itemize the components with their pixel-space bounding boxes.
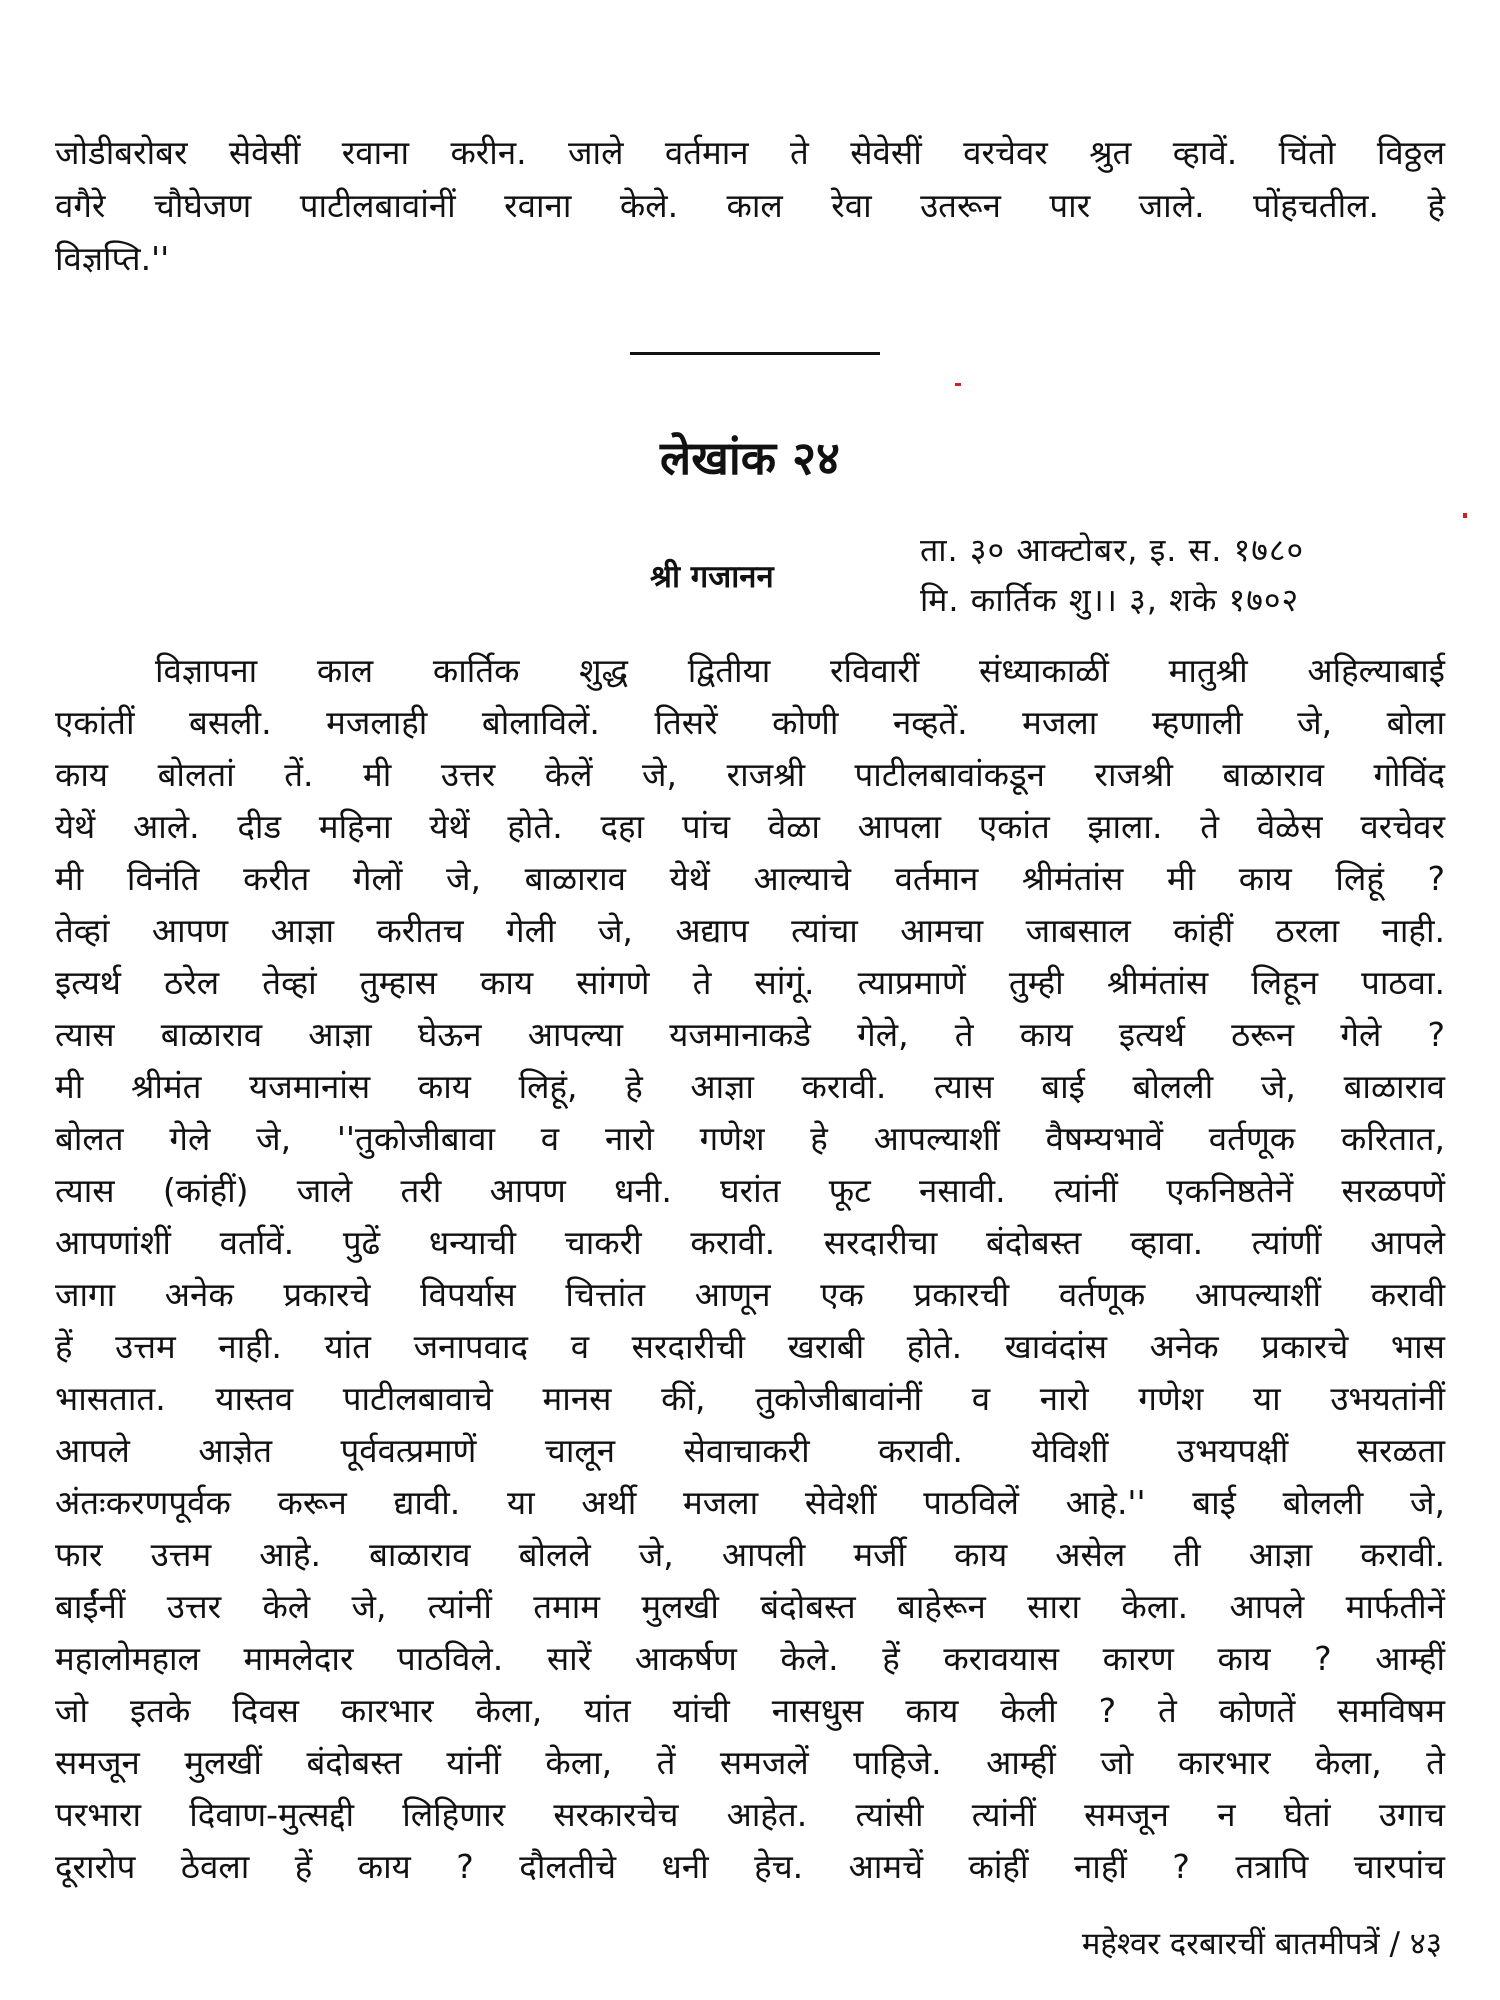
body-line: मी श्रीमंत यजमानांस काय लिहूं, हे आज्ञा करावी. त्यास बाई बोलली जे, बाळाराव: [55, 1067, 1445, 1106]
section-title: लेखांक २४: [660, 431, 840, 485]
date-line-shaka: मि. कार्तिक शु।। ३, शके १७०२: [920, 581, 1300, 619]
body-line: फार उत्तम आहे. बाळाराव बोलले जे, आपली मर्जी काय असेल ती आज्ञा करावी.: [55, 1535, 1445, 1574]
body-line: त्यास बाळाराव आज्ञा घेऊन आपल्या यजमानाकडे गेले, ते काय इत्यर्थ ठरून गेले ?: [55, 1015, 1445, 1054]
body-line: बाईंनीं उत्तर केले जे, त्यांनीं तमाम मुलखी बंदोबस्त बाहेरून सारा केला. आपले मार्फतीनें: [55, 1587, 1445, 1626]
page-footer: महेश्वर दरबारचीं बातमीपत्रें / ४३: [1081, 1926, 1442, 1962]
intro-line-2: वगैरे चौघेजण पाटीलबावांनीं रवाना केले. काल रेवा उतरून पार जाले. पोंहचतील. हे: [55, 186, 1445, 225]
body-line: महालोमहाल मामलेदार पाठविले. सारें आकर्षण केले. हें करावयास कारण काय ? आम्हीं: [55, 1639, 1445, 1678]
body-line: जागा अनेक प्रकारचे विपर्यास चित्तांत आणून एक प्रकारची वर्तणूक आपल्याशीं करावी: [55, 1275, 1445, 1314]
body-line: आपले आज्ञेत पूर्ववत्प्रमाणें चालून सेवाचाकरी करावी. येविशीं उभयपक्षीं सरळता: [55, 1431, 1445, 1470]
body-line: काय बोलतां तें. मी उत्तर केलें जे, राजश्री पाटीलबावांकडून राजश्री बाळाराव गोविंद: [55, 755, 1445, 794]
body-line: दूरारोप ठेवला हें काय ? दौलतीचे धनी हेच. आमचें कांहीं नाहीं ? तत्रापि चारपांच: [55, 1847, 1445, 1886]
body-line: येथें आले. दीड महिना येथें होते. दहा पांच वेळा आपला एकांत झाला. ते वेळेस वरचेवर: [55, 807, 1445, 846]
ink-speck: [1463, 513, 1467, 518]
body-line: विज्ञापना काल कार्तिक शुद्ध द्वितीया रविवारीं संध्याकाळीं मातुश्री अहिल्याबाई: [155, 651, 1445, 690]
body-line: मी विनंति करीत गेलों जे, बाळाराव येथें आल्याचे वर्तमान श्रीमंतांस मी काय लिहूं ?: [55, 859, 1445, 898]
date-line-gregorian: ता. ३० आक्टोबर, इ. स. १७८०: [920, 531, 1305, 569]
body-line: समजून मुलखीं बंदोबस्त यांनीं केला, तें समजलें पाहिजे. आम्हीं जो कारभार केला, ते: [55, 1743, 1445, 1782]
intro-line-1: जोडीबरोबर सेवेसीं रवाना करीन. जाले वर्तमान ते सेवेसीं वरचेवर श्रुत व्हावें. चिंतो विठ्ठल: [55, 133, 1445, 172]
body-line: जो इतके दिवस कारभार केला, यांत यांची नासधुस काय केली ? ते कोणतें समविषम: [55, 1691, 1445, 1730]
body-line: भासतात. यास्तव पाटीलबावाचे मानस कीं, तुकोजीबावांनीं व नारो गणेश या उभयतांनीं: [55, 1379, 1445, 1418]
body-line: इत्यर्थ ठरेल तेव्हां तुम्हास काय सांगणे ते सांगूं. त्याप्रमाणें तुम्ही श्रीमंतांस लिहून पाठवा.: [55, 963, 1445, 1002]
body-line: त्यास (कांहीं) जाले तरी आपण धनी. घरांत फूट नसावी. त्यांनीं एकनिष्ठतेनें सरळपणें: [55, 1171, 1445, 1210]
intro-line-3: विज्ञप्ति.'': [55, 239, 170, 278]
ink-speck: [955, 383, 961, 386]
invocation: श्री गजानन: [650, 559, 774, 595]
body-line: अंतःकरणपूर्वक करून द्यावी. या अर्थी मजला सेवेशीं पाठविलें आहे.'' बाई बोलली जे,: [55, 1483, 1445, 1522]
body-line: आपणांशीं वर्तावें. पुढें धन्याची चाकरी करावी. सरदारीचा बंदोबस्त व्हावा. त्यांणीं आपले: [55, 1223, 1445, 1262]
body-line: हें उत्तम नाही. यांत जनापवाद व सरदारीची खराबी होते. खावंदांस अनेक प्रकारचे भास: [55, 1327, 1445, 1366]
body-line: एकांतीं बसली. मजलाही बोलाविलें. तिसरें कोणी नव्हतें. मजला म्हणाली जे, बोला: [55, 703, 1445, 742]
body-line: परभारा दिवाण-मुत्सद्दी लिहिणार सरकारचेच आहेत. त्यांसी त्यांनीं समजून न घेतां उगाच: [55, 1795, 1445, 1834]
section-divider: [630, 352, 880, 355]
body-line: तेव्हां आपण आज्ञा करीतच गेली जे, अद्याप त्यांचा आमचा जाबसाल कांहीं ठरला नाही.: [55, 911, 1445, 950]
body-line: बोलत गेले जे, ''तुकोजीबावा व नारो गणेश हे आपल्याशीं वैषम्यभावें वर्तणूक करितात,: [55, 1119, 1445, 1158]
